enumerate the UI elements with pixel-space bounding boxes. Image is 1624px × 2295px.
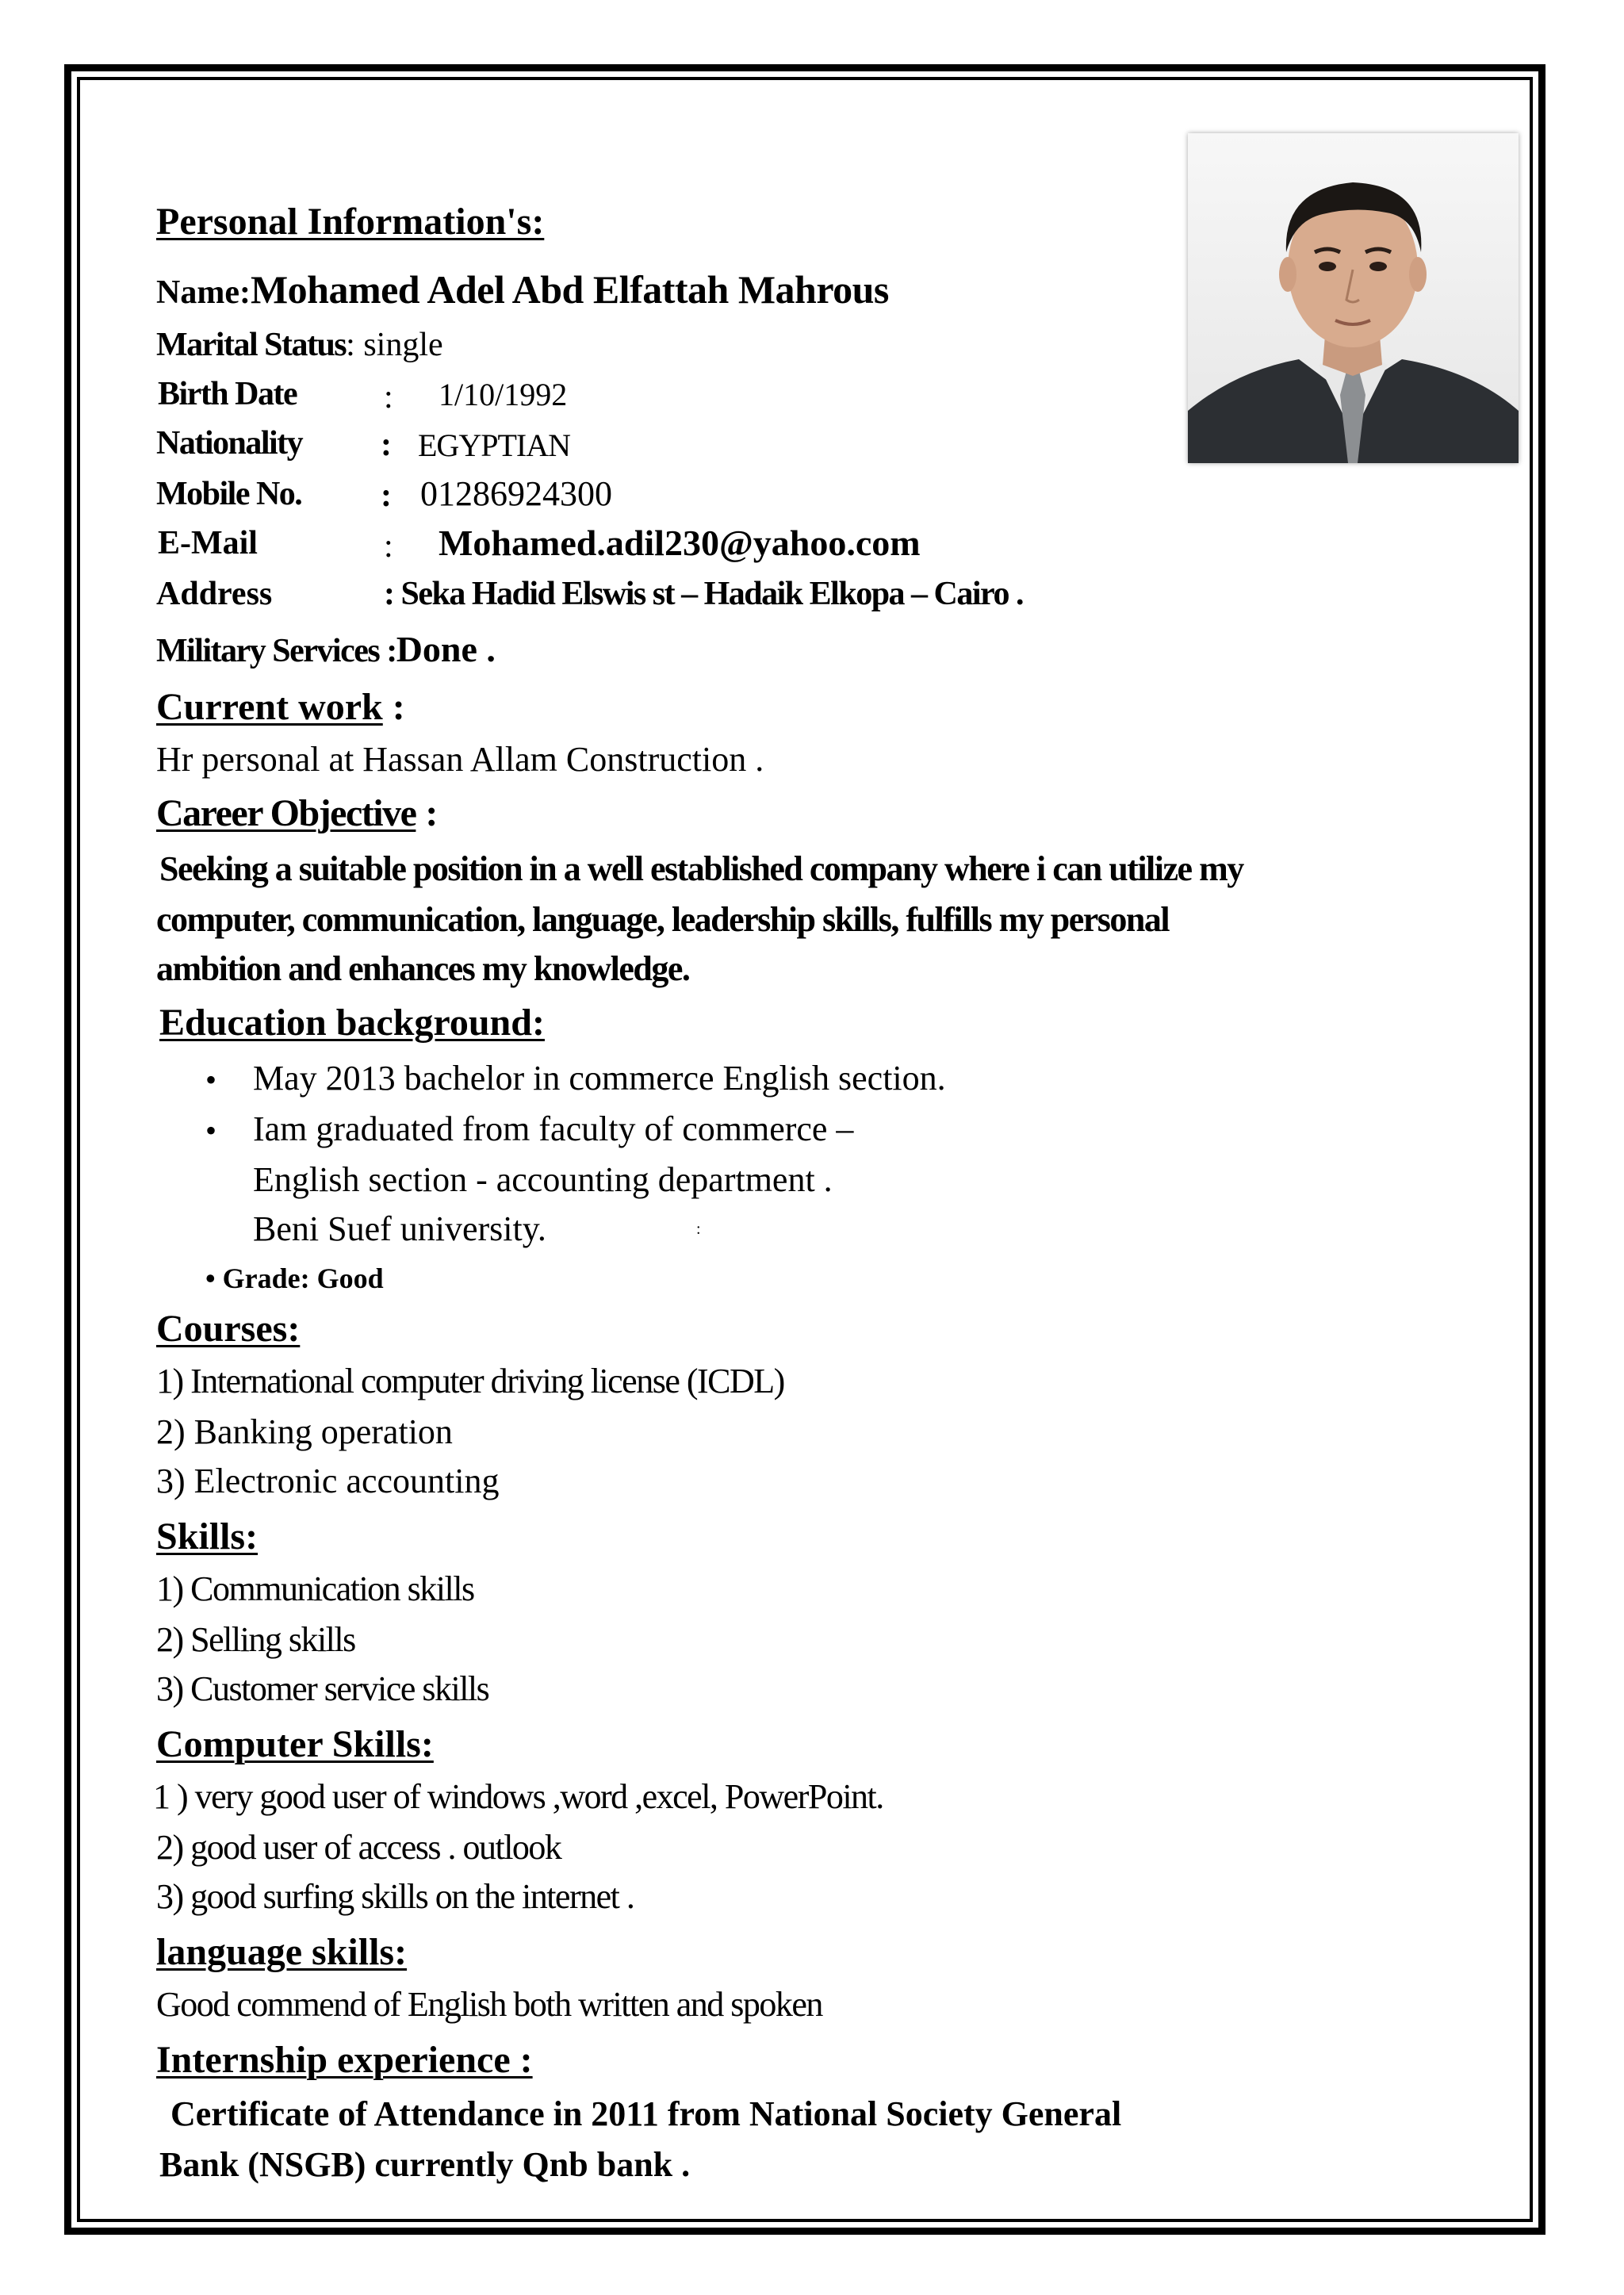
person-portrait-icon [1188, 133, 1519, 463]
nationality-colon: : [381, 427, 392, 463]
nationality-label: Nationality [156, 425, 303, 462]
email-colon: : [384, 528, 393, 565]
career-line-3: ambition and enhances my knowledge. [156, 949, 690, 988]
skill-item-3: 3) Customer service skills [156, 1669, 489, 1708]
military-row [156, 631, 496, 668]
personal-info-heading: Personal Information's: [156, 201, 545, 243]
language-skills-heading: language skills: [156, 1931, 408, 1973]
name-row [156, 267, 889, 312]
email-value[interactable]: Mohamed.adil230@yahoo.com [439, 523, 921, 563]
education-item-2-line-3: Beni Suef university. [253, 1209, 546, 1248]
skill-item-2: 2) Selling skills [156, 1620, 355, 1659]
internship-line-1: Certificate of Attendance in 2011 from National Society General [170, 2094, 1122, 2133]
current-work-heading-suffix: : [382, 686, 405, 728]
mobile-value: 01286924300 [420, 474, 612, 513]
address-value: : Seka Hadid Elswis st – Hadaik Elkopa – Cairo . [384, 576, 1023, 612]
career-heading-suffix: : [416, 792, 439, 834]
birth-value: 1/10/1992 [439, 377, 568, 412]
name-value: Mohamed Adel Abd Elfattah Mahrous [250, 267, 889, 312]
career-heading-text: Career Objective [156, 792, 416, 834]
course-item-2: 2) Banking operation [156, 1412, 453, 1451]
birth-label: Birth Date [158, 376, 297, 412]
education-heading: Education background: [159, 1002, 545, 1044]
profile-photo [1188, 133, 1519, 463]
current-work-heading-text: Current work [156, 686, 383, 728]
skills-heading: Skills: [156, 1515, 259, 1557]
military-label: Military Services : [156, 633, 396, 669]
skill-item-1: 1) Communication skills [156, 1569, 474, 1608]
marital-value: : single [346, 327, 443, 363]
internship-line-2: Bank (NSGB) currently Qnb bank . [159, 2145, 691, 2184]
education-item-2-line-1: Iam graduated from faculty of commerce – [253, 1109, 854, 1148]
career-objective-heading [156, 792, 439, 834]
internship-heading: Internship experience : [156, 2039, 533, 2081]
education-item-1: May 2013 bachelor in commerce English section. [253, 1059, 946, 1098]
name-label: Name [156, 274, 239, 311]
name-colon: : [239, 274, 251, 311]
computer-skills-heading: Computer Skills: [156, 1723, 434, 1765]
courses-heading: Courses: [156, 1308, 301, 1350]
computer-skill-item-2: 2) good user of access . outlook [156, 1828, 561, 1867]
education-item-2-line-2: English section - accounting department . [253, 1160, 833, 1199]
address-label: Address [156, 576, 273, 612]
mobile-colon: : [381, 477, 392, 514]
education-bullet-2: • [205, 1113, 217, 1148]
nationality-value: EGYPTIAN [418, 427, 570, 463]
language-skills-text: Good commend of English both written and spoken [156, 1985, 822, 2024]
course-item-3: 3) Electronic accounting [156, 1462, 500, 1500]
career-line-1: Seeking a suitable position in a well established company where i can utilize my [159, 849, 1243, 888]
military-value: Done . [396, 629, 496, 669]
mobile-label: Mobile No. [156, 476, 302, 512]
marital-row [156, 328, 443, 362]
birth-colon: : [384, 379, 393, 416]
education-stray-mark: : [696, 1220, 701, 1238]
career-line-2: computer, communication, language, leadership skills, fulfills my personal [156, 900, 1170, 939]
birth-row [158, 377, 297, 411]
current-work-text: Hr personal at Hassan Allam Construction . [156, 740, 764, 779]
computer-skill-item-3: 3) good surfing skills on the internet . [156, 1877, 634, 1916]
current-work-heading [156, 688, 405, 726]
computer-skill-item-1: 1 ) very good user of windows ,word ,excel, PowerPoint. [153, 1777, 883, 1816]
education-bullet-1: • [205, 1062, 217, 1098]
email-label: E-Mail [158, 525, 258, 561]
education-grade: • Grade: Good [205, 1262, 384, 1294]
course-item-1: 1) International computer driving license (ICDL) [156, 1362, 784, 1400]
marital-label: Marital Status [156, 327, 347, 363]
